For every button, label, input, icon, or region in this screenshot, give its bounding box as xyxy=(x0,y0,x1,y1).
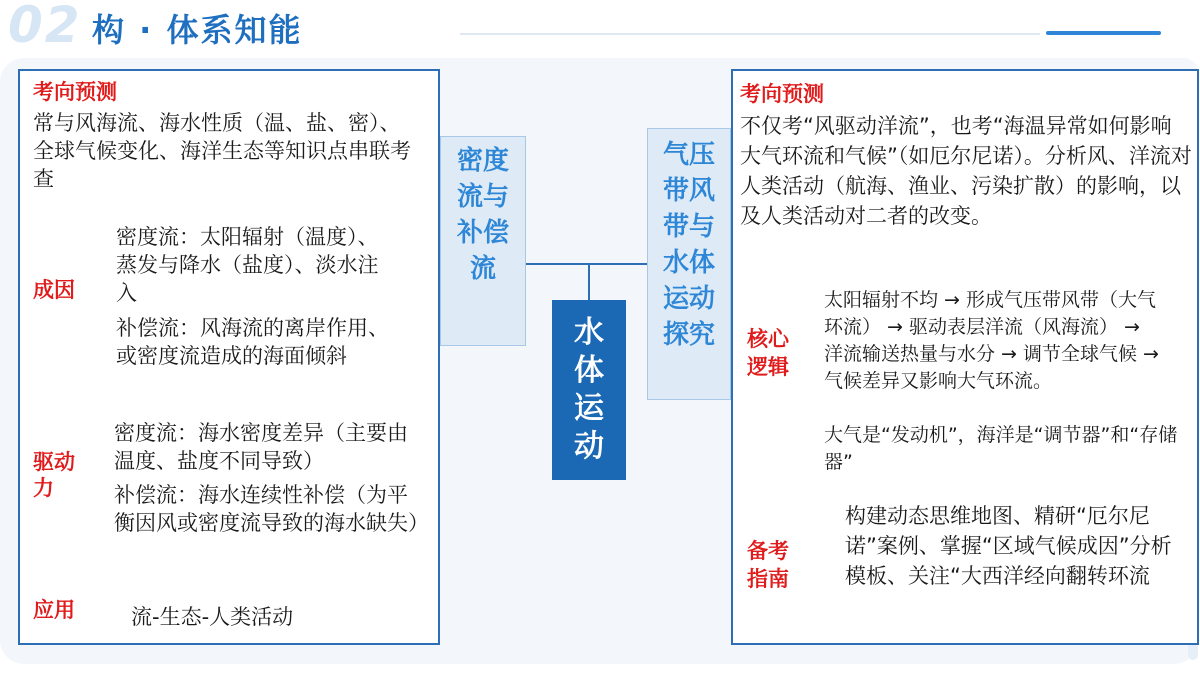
left-branch-text: 密度流与补偿流 xyxy=(456,146,509,284)
apply-text: 流-生态-人类活动 xyxy=(131,605,294,629)
right-forecast-text: 不仅考“风驱动洋流”，也考“海温异常如何影响大气环流和气候”（如厄尔尼诺）。分析风、洋流对人类活动（航海、渔业、污染扩散）的影响，以及人类活动对二者的改变。 xyxy=(740,114,1192,228)
center-topic-box xyxy=(552,300,626,480)
left-branch-label xyxy=(440,136,526,346)
driver-text-density: 密度流：海水密度差异（主要由温度、盐度不同导致） xyxy=(114,421,408,473)
section-number: 02 xyxy=(8,0,82,54)
guide-text: 构建动态思维地图、精研“厄尔尼诺”案例、掌握“区域气候成因”分析模板、关注“大西洋经向翻转环流 xyxy=(845,504,1172,588)
apply-label: 应用 xyxy=(33,598,75,622)
right-forecast-title: 考向预测 xyxy=(740,82,824,106)
left-forecast-title: 考向预测 xyxy=(33,80,117,104)
driver-text-compensation: 补偿流：海水连续性补偿（为平衡因风或密度流导致的海水缺失） xyxy=(114,483,429,535)
cause-text-compensation: 补偿流：风海流的离岸作用、或密度流造成的海面倾斜 xyxy=(116,316,389,368)
driver-label: 驱动力 xyxy=(33,450,75,500)
logic-text-summary: 大气是“发动机”，海洋是“调节器”和“存储器” xyxy=(824,424,1178,473)
right-branch-text: 气压带风带与水体运动探究 xyxy=(662,140,715,350)
logic-label: 核心逻辑 xyxy=(747,327,789,379)
connector-horizontal xyxy=(526,263,647,265)
left-forecast-text: 常与风海流、海水性质（温、盐、密）、全球气候变化、海洋生态等知识点串联考查 xyxy=(33,111,411,191)
right-branch-label xyxy=(647,128,731,400)
cause-label: 成因 xyxy=(33,278,75,302)
left-info-box xyxy=(18,69,440,645)
cause-text-density: 密度流：太阳辐射（温度）、蒸发与降水（盐度）、淡水注入 xyxy=(116,225,379,305)
logic-text-chain: 太阳辐射不均 → 形成气压带风带（大气环流） → 驱动表层洋流（风海流） → 洋流输送热量与水分 → 调节全球气候 → 气候差异又影响大气环流。 xyxy=(824,289,1159,392)
header-accent-bar xyxy=(1046,31,1161,35)
center-topic-text: 水体运动 xyxy=(574,315,604,464)
guide-label: 备考指南 xyxy=(747,539,789,591)
right-info-box xyxy=(731,69,1199,645)
page-title: 构 · 体系知能 xyxy=(92,11,303,49)
header-divider xyxy=(460,33,1040,35)
connector-vertical xyxy=(588,263,590,300)
